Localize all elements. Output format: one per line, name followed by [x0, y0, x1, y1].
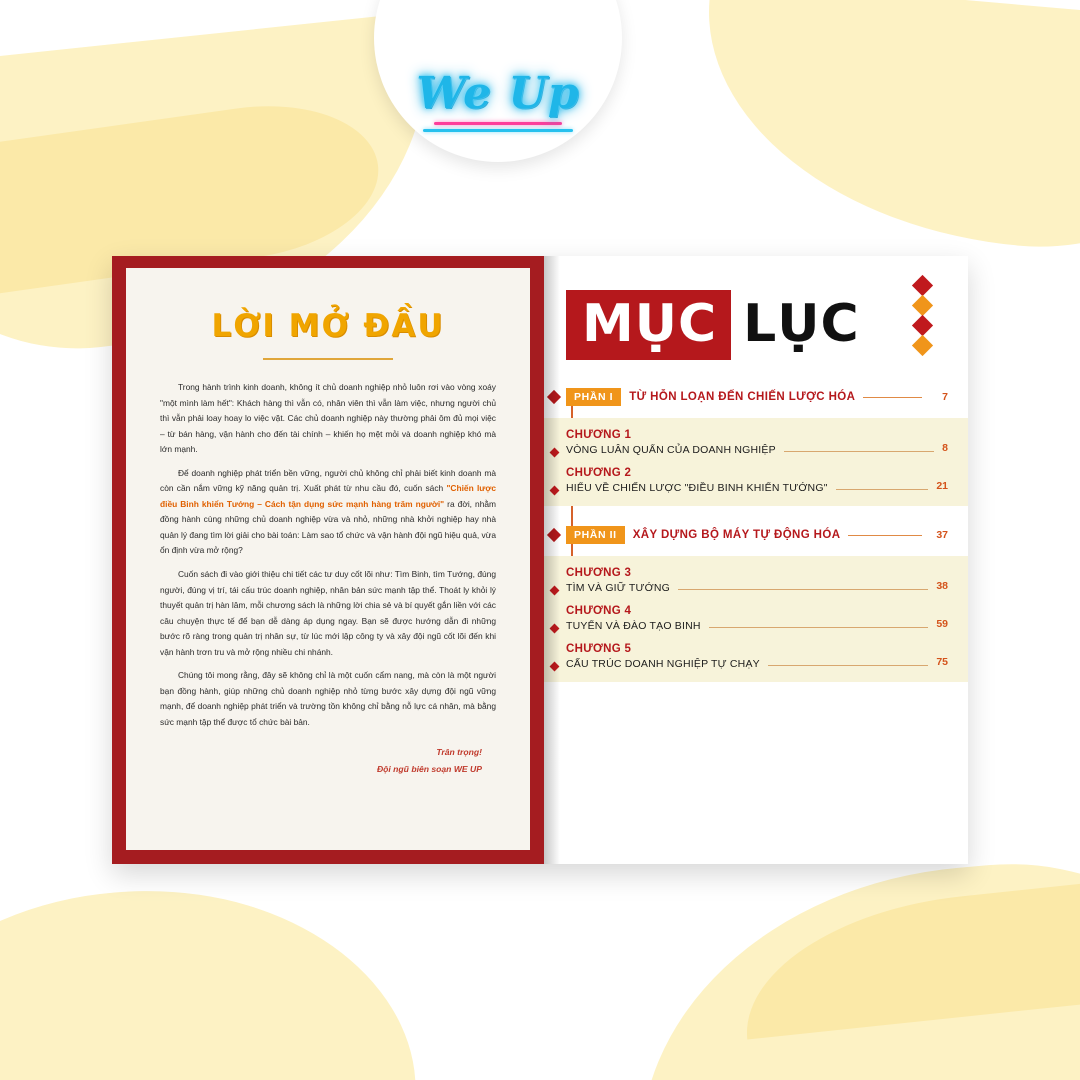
preface-paragraph-1: Trong hành trình kinh doanh, không ít chủ doanh nghiệp nhỏ luôn rơi vào vòng xoáy "một mình làm hết": Khách hàng thì vẫn có, nhân viên thì vẫn làm việc, nhưng người chủ thì vẫn phải loay hoay lo việc vặt. Các chủ doanh nghiệp này thường phải ôm đủ mọi việc – từ bán hàng, vận hành cho đến tài chính – khiến họ mệt mỏi và doanh nghiệp khó mà lớn mạnh.	[160, 382, 496, 455]
table-of-contents-header	[544, 256, 968, 360]
toc-chapter-row[interactable]	[566, 600, 948, 638]
diamond-icon-red-2	[912, 315, 933, 336]
book-page-left	[112, 256, 544, 864]
toc-chapter-row[interactable]	[566, 562, 948, 600]
toc-chapter-subtitle: TUYỂN VÀ ĐÀO TẠO BINH	[566, 620, 701, 632]
preface-paragraph-3: Cuốn sách đi vào giới thiệu chi tiết các tư duy cốt lõi như: Tìm Binh, tìm Tướng, đúng người, đúng vị trí, tái cấu trúc doanh nghiệp, nhân bản sức mạnh tập thể. Thoát ly khỏi lý thuyết quản trị hàn lâm, mỗi chương sách là những lời chia sẻ và bí quyết gắn liền với các câu chuyện thực tế để bạn dễ dàng áp dụng ngay. Bạn sẽ được hướng dẫn đi những bước rõ ràng trong quản trị nhân sự, từ lúc mới lập công ty và xây đội ngũ cốt lõi đến khi vận hành trơn tru và mở rộng nhiều chi nhánh.	[160, 569, 496, 657]
toc-part-row[interactable]	[566, 386, 948, 408]
book-title-highlight: "Chiến lược điều Binh khiển Tướng – Cách tận dụng sức mạnh hàng trăm người"	[160, 483, 496, 509]
toc-leader-line	[678, 589, 928, 590]
toc-chapter-title: CHƯƠNG 2	[566, 467, 632, 479]
toc-chapter-texts	[566, 567, 670, 594]
toc-part-page: 7	[942, 391, 948, 403]
toc-leader-line	[836, 489, 929, 490]
toc-chapter-page: 59	[936, 618, 948, 630]
toc-chapter-title: CHƯƠNG 3	[566, 567, 632, 579]
toc-chapter-subtitle: VÒNG LUÂN QUẨN CỦA DOANH NGHIỆP	[566, 444, 776, 456]
toc-chapter-page: 8	[942, 442, 948, 454]
toc-chapter-subtitle: HIỂU VỀ CHIẾN LƯỢC "ĐIỀU BINH KHIỂN TƯỚNG"	[566, 482, 828, 494]
logo-wordmark: We Up	[416, 68, 580, 119]
toc-part-tag: PHẦN I	[566, 388, 621, 406]
toc-chapter-texts	[566, 429, 776, 456]
preface-p2-post: ra đời, nhằm đồng hành cùng những chủ doanh nghiệp vừa và nhỏ, những nhà khởi nghiệp hay nhà quản lý đang tìm lời giải cho bài toán: Làm sao tổ chức và vận hành đội ngũ hiệu quả, vừa ổn định vừa mở rộng?	[160, 498, 496, 556]
diamond-icon-red-1	[912, 275, 933, 296]
book-page-right	[544, 256, 968, 864]
toc-part-label: TỪ HỖN LOẠN ĐẾN CHIẾN LƯỢC HÓA	[629, 391, 856, 403]
toc-chapter-texts	[566, 643, 760, 670]
toc-chapter-row[interactable]	[566, 424, 948, 462]
toc-chapter-texts	[566, 605, 701, 632]
diamond-ornament-icon	[915, 278, 930, 353]
preface-p2-pre: Để doanh nghiệp phát triển bền vững, người chủ không chỉ phải biết kinh doanh mà còn cần nắm vững kỹ năng quản trị. Xuất phát từ nhu cầu đó, cuốn sách	[160, 467, 496, 494]
toc-leader-line	[768, 665, 928, 666]
toc-leader-line	[848, 535, 922, 536]
toc-chapter-subtitle: TÌM VÀ GIỮ TƯỚNG	[566, 582, 671, 594]
neon-underline-icon	[374, 122, 622, 132]
book-spine-shadow	[544, 256, 560, 864]
toc-chapter-row[interactable]	[566, 638, 948, 676]
preface-title: LỜI MỞ ĐẦU	[211, 308, 445, 344]
diamond-icon-orange-1	[912, 295, 933, 316]
toc-part-label: XÂY DỰNG BỘ MÁY TỰ ĐỘNG HÓA	[632, 529, 841, 541]
toc-part-tag: PHẦN II	[566, 526, 625, 544]
preface-page	[126, 268, 530, 850]
toc-chapter-group	[544, 556, 968, 682]
title-divider	[263, 358, 393, 360]
toc-spacer	[566, 506, 948, 524]
preface-body	[160, 380, 496, 730]
logo-inner	[374, 68, 622, 136]
signoff-line-1: Trân trọng!	[436, 747, 482, 758]
toc-chapter-subtitle: CẤU TRÚC DOANH NGHIỆP TỰ CHẠY	[566, 658, 760, 670]
neon-rule-blue	[423, 129, 573, 132]
toc-chapter-page: 38	[936, 580, 948, 592]
preface-signoff	[160, 744, 496, 777]
toc-chapter-title: CHƯƠNG 1	[566, 429, 632, 441]
background-blob-bottom-left	[0, 871, 428, 1080]
diamond-icon-orange-2	[912, 335, 933, 356]
toc-chapter-title: CHƯƠNG 4	[566, 605, 632, 617]
toc-chapter-page: 21	[936, 480, 948, 492]
toc-part-row[interactable]	[566, 524, 948, 546]
toc-part-page: 37	[936, 529, 948, 541]
toc-chapter-group	[544, 418, 968, 506]
toc-leader-line	[784, 451, 934, 452]
toc-leader-line	[709, 627, 929, 628]
preface-paragraph-4: Chúng tôi mong rằng, đây sẽ không chỉ là một cuốn cẩm nang, mà còn là một người bạn đồng hành, giúp những chủ doanh nghiệp nhỏ từng bước xây dựng đội ngũ vững mạnh, để doanh nghiệp phát triển và trường tồn không chỉ bằng nỗ lực cá nhân, mà bằng sức mạnh tập thể được tổ chức bài bản.	[160, 670, 496, 727]
neon-rule-pink	[434, 122, 562, 125]
toc-chapter-title: CHƯƠNG 5	[566, 643, 632, 655]
toc-leader-line	[863, 397, 922, 398]
table-of-contents	[544, 386, 968, 682]
toc-title-plain: LỤC	[743, 294, 860, 354]
toc-title-boxed: MỤC	[566, 290, 731, 360]
toc-chapter-row[interactable]	[566, 462, 948, 500]
toc-chapter-page: 75	[936, 656, 948, 668]
preface-paragraph-2	[160, 466, 496, 559]
open-book	[112, 256, 968, 864]
background-blob-top-right	[691, 0, 1080, 262]
toc-chapter-texts	[566, 467, 828, 494]
signoff-line-2: Đội ngũ biên soạn WE UP	[376, 763, 482, 774]
